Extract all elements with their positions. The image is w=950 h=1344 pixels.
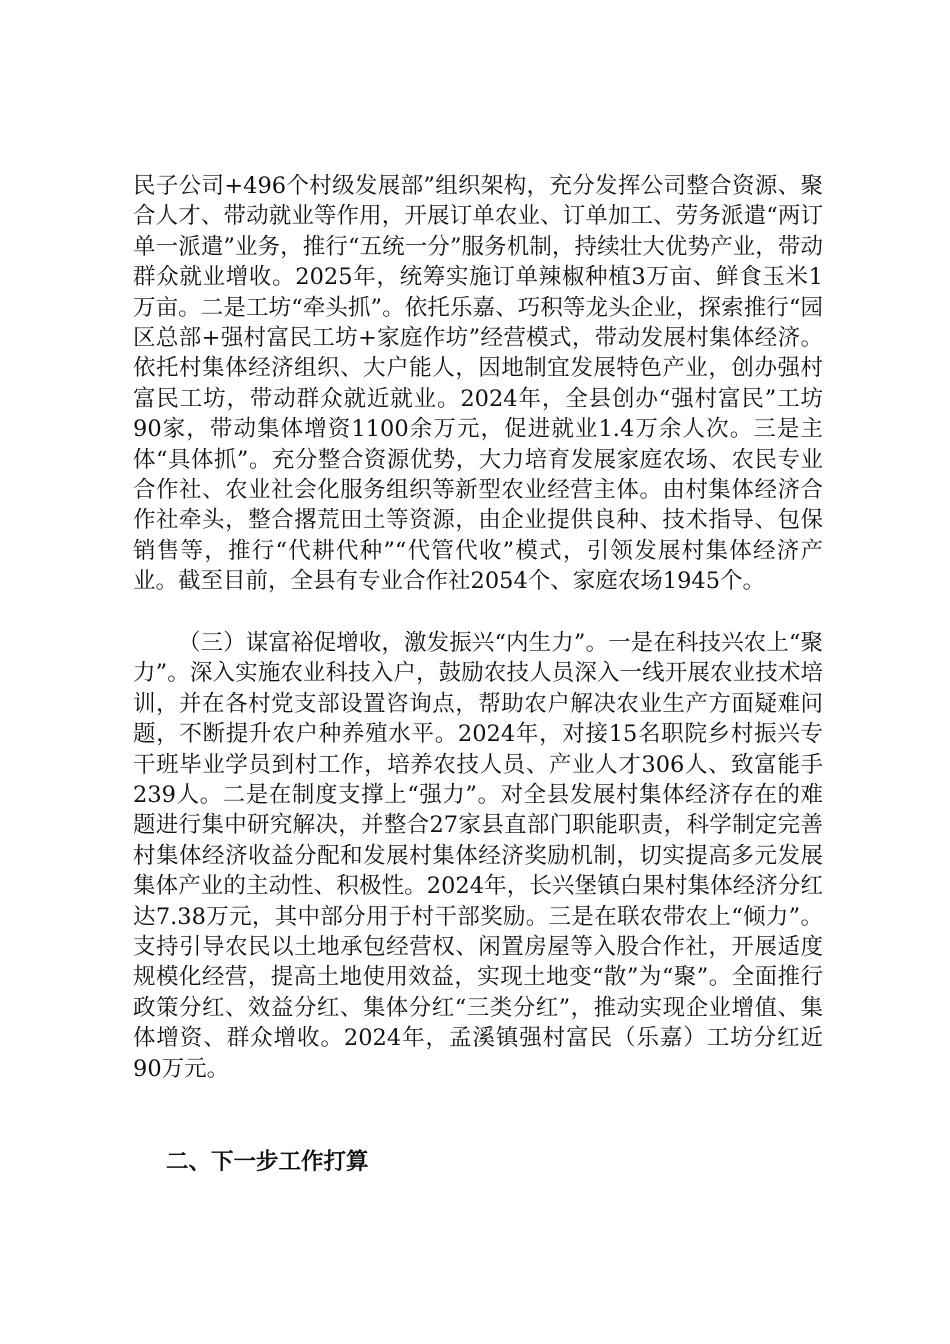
section-heading: 二、下一步工作打算 xyxy=(166,1149,369,1175)
body-paragraph-2: （三）谋富裕促增收，激发振兴“内生力”。一是在科技兴农上“聚力”。深入实施农业科技入户，鼓励农技人员深入一线开展农业技术培训，并在各村党支部设置咨询点，帮助农户解决农业生产方面疑难问题，不断提升农户种养殖水平。2024年，对接15名职院乡村振兴专干班毕业学员到村工作，培养农技人员、产业人才306人、致富能手239人。二是在制度支撑上“强力”。对全县发展村集体经济存在的难题进行集中研究解决，并整合27家县直部门职能职责，科学制定完善村集体经济收益分配和发展村集体经济奖励机制，切实提高多元发展集体产业的主动性、积极性。2024年，长兴堡镇白果村集体经济分红达7.38万元，其中部分用于村干部奖励。三是在联农带农上“倾力”。支持引导农民以土地承包经营权、闲置房屋等入股合作社，开展适度规模化经营，提高土地使用效益，实现土地变“散”为“聚”。全面推行政策分红、效益分红、集体分红“三类分红”，推动实现企业增值、集体增资、群众增收。2024年，孟溪镇强村富民（乐嘉）工坊分红近90万元。 xyxy=(133,630,823,1082)
body-paragraph-1: 民子公司+496个村级发展部”组织架构，充分发挥公司整合资源、聚合人才、带动就业等作用，开展订单农业、订单加工、劳务派遣“两订单一派遣”业务，推行“五统一分”服务机制，持续壮大优势产业，带动群众就业增收。2025年，统筹实施订单辣椒种植3万亩、鲜食玉米1万亩。二是工坊“牵头抓”。依托乐嘉、巧积等龙头企业，探索推行“园区总部+强村富民工坊+家庭作坊”经营模式，带动发展村集体经济。依托村集体经济组织、大户能人，因地制宜发展特色产业，创办强村富民工坊，带动群众就近就业。2024年，全县创办“强村富民”工坊90家，带动集体增资1100余万元，促进就业1.4万余人次。三是主体“具体抓”。充分整合资源优势，大力培育发展家庭农场、农民专业合作社、农业社会化服务组织等新型农业经营主体。由村集体经济合作社牵头，整合撂荒田土等资源，由企业提供良种、技术指导、包保销售等，推行“代耕代种”“代管代收”模式，引领发展村集体经济产业。截至目前，全县有专业合作社2054个、家庭农场1945个。 xyxy=(133,173,823,595)
